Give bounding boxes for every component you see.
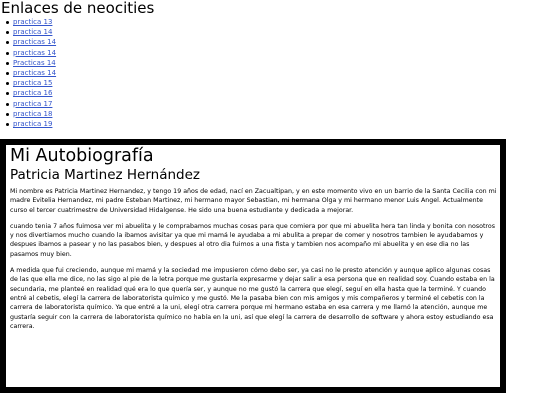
links-list — [0, 17, 540, 129]
list-item — [13, 37, 540, 47]
list-item — [13, 78, 540, 88]
link-practicas-14-b[interactable]: practicas 14 — [13, 48, 57, 57]
list-item — [13, 27, 540, 37]
list-item — [13, 119, 540, 129]
bio-paragraph: Mi nombre es Patricia Martinez Hernandez, y tengo 19 años de edad, nací en Zacualtipan, y en este momento vivo en un barrio de la Santa Cecilia con mi madre Evitelia Hernandez, mi padre Esteban Martinez, mi hermano mayor Sebastian, mi hermana Olga y mi hermano menor Luis Angel. Actualmente curso el tercer cuatrimestre de Universidad Hidalgense. He sido una buena estudiante y dedicada a mejorar. — [10, 188, 497, 214]
link-practica-18[interactable]: practica 18 — [13, 109, 53, 118]
link-practica-13[interactable]: practica 13 — [13, 18, 53, 26]
link-practica-14[interactable]: practica 14 — [13, 28, 53, 37]
list-item — [13, 88, 540, 98]
list-item — [13, 68, 540, 78]
list-item — [13, 109, 540, 119]
list-item — [13, 17, 540, 27]
link-practica-16[interactable]: practica 16 — [13, 89, 53, 98]
link-practicas-14-d[interactable]: practicas 14 — [13, 69, 57, 78]
list-item — [13, 58, 540, 68]
bio-subtitle: Patricia Martinez Hernández — [10, 167, 201, 183]
link-practica-19[interactable]: practica 19 — [13, 120, 53, 129]
bio-paragraph: cuando tenia 7 años fuimosa ver mi abuelita y le comprabamos muchas cosas para que comiera por que mi abuelita hera tan linda y bonita con nosotros y nos divertiamos mucho cuando la ibamos avisitar ya que mi mamá le ayudaba a mi abulita a prepar de comer y nosotros tambien le ayudabamos y despues ibamos a pasear y no las pasabos bien, y despues al otro dia fuimos a una fista y tambien nos acompaño mi abuelita y en ese dia no las pasamos muy bien. — [10, 222, 496, 258]
list-item — [13, 48, 540, 58]
link-practicas-14-c[interactable]: Practicas 14 — [13, 58, 56, 67]
link-practica-15[interactable]: practica 15 — [13, 79, 53, 88]
link-practica-17[interactable]: practica 17 — [13, 99, 53, 108]
links-heading: Enlaces de neocities — [1, 0, 155, 17]
bio-paragraph: A medida que fui creciendo, aunque mi mamá y la sociedad me impusieron cómo debo ser, ya casi no le presto atención y aunque aplico algunas cosas de las que ella me dice, no las sigo al pie de la letra porque me gustaría expresarme y dejar salir a esa persona que en realidad soy. Cuando estaba en la secundaria, me planteé en realidad qué era lo que quería ser, y aunque no me gustó la carrera que elegí, seguí en ella hasta que la terminé. Y cuando entré al cebetis, elegí la carrera de laboratorista químico y me gustó. Me la pasaba bien con mis amigos y mis compañeros y terminé el cebetis con la carrera de laboratorista químico. Ya que entré a la uni, elegí otra carrera porque mi hermano estaba en esa carrera y me llamó la atención, aunque me gustaría seguir con la carrera de laboratorista químico no había en la uni, así que elegí la carrera de desarrollo de software y ahora estoy estudiando esa carrera. — [10, 267, 495, 330]
bio-title: Mi Autobiografía — [10, 146, 154, 166]
autobiography-box — [0, 139, 506, 393]
link-practicas-14-a[interactable]: practicas 14 — [13, 38, 57, 47]
list-item — [13, 99, 540, 109]
